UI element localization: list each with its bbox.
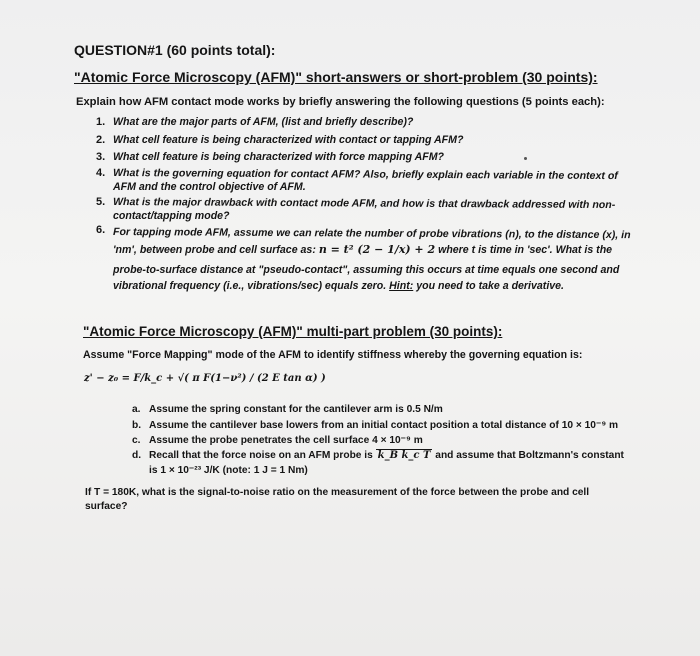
part-b-text: Assume the cantilever base lowers from an initial contact position a total distance of 10 × 10⁻⁹ m (149, 420, 619, 431)
final-question-line2: surface? (85, 501, 128, 512)
part-d-label: d. (132, 450, 142, 461)
question-6-text-a: 'nm', between probe and cell surface as: (113, 244, 316, 256)
part-a-label: a. (132, 404, 141, 415)
q3-number: 3. (96, 151, 106, 163)
part-a-text: Assume the spring constant for the cantilever arm is 0.5 N/m (149, 404, 443, 415)
q5-number: 5. (96, 196, 106, 208)
question-4-line1: What is the governing equation for contact AFM? Also, briefly explain each variable in the context of (112, 167, 618, 183)
section1-intro: Explain how AFM contact mode works by briefly answering the following questions (5 points each): (76, 96, 605, 108)
section2-heading: "Atomic Force Microscopy (AFM)" multi-part problem (30 points): (83, 324, 503, 339)
stiffness-equation: z' − z₀ = F/k_c + √( π F(1−ν²) / (2 E tan α) ) (84, 373, 326, 384)
vibration-equation: n = t² (2 − 1/x) + 2 (318, 243, 436, 256)
q6-number: 6. (96, 224, 106, 236)
part-d-line1 (149, 450, 624, 461)
hint-text: you need to take a derivative. (416, 280, 564, 292)
part-b-label: b. (132, 420, 142, 431)
hint-label: Hint: (389, 280, 414, 292)
question-6-line2 (113, 243, 612, 256)
question-6-text-c: vibrational frequency (i.e., vibrations/sec) equals zero. (113, 280, 387, 292)
part-d-text-b: and assume that Boltzmann's constant (435, 450, 624, 461)
noise-sqrt-term: k_B k_c T (377, 450, 431, 461)
section2-assume: Assume "Force Mapping" mode of the AFM to identify stiffness whereby the governing equation is: (83, 349, 583, 361)
final-question-line1: If T = 180K, what is the signal-to-noise ratio on the measurement of the force between the probe and cell (85, 487, 590, 498)
q4-number: 4. (96, 167, 106, 179)
q1-number: 1. (96, 116, 106, 128)
question-title: QUESTION#1 (60 points total): (74, 42, 276, 58)
question-6-line3: probe-to-surface distance at "pseudo-contact", assuming this occurs at time equals one second and (113, 264, 620, 276)
part-c-label: c. (132, 435, 141, 446)
section1-heading: "Atomic Force Microscopy (AFM)" short-answers or short-problem (30 points): (74, 69, 598, 85)
question-6-line4 (113, 280, 564, 292)
part-c-text: Assume the probe penetrates the cell surface 4 × 10⁻⁹ m (149, 435, 423, 446)
question-5-line2: contact/tapping mode? (113, 210, 230, 222)
question-6-text-b: where t is time in 'sec'. What is the (438, 244, 613, 256)
part-d-line2: is 1 × 10⁻²³ J/K (note: 1 J = 1 Nm) (149, 465, 308, 476)
smudge-mark (524, 157, 527, 160)
question-2: What cell feature is being characterized with contact or tapping AFM? (113, 134, 464, 146)
q2-number: 2. (96, 134, 106, 146)
question-4-line2: AFM and the control objective of AFM. (113, 181, 306, 193)
question-3: What cell feature is being characterized with force mapping AFM? (113, 151, 445, 163)
question-6-line1: For tapping mode AFM, assume we can relate the number of probe vibrations (n), to the distance (x), in (112, 226, 631, 242)
question-1: What are the major parts of AFM, (list and briefly describe)? (113, 116, 414, 128)
question-5-line1: What is the major drawback with contact mode AFM, and how is that drawback addressed with non- (112, 196, 616, 212)
part-d-text-a: Recall that the force noise on an AFM probe is (149, 450, 373, 461)
